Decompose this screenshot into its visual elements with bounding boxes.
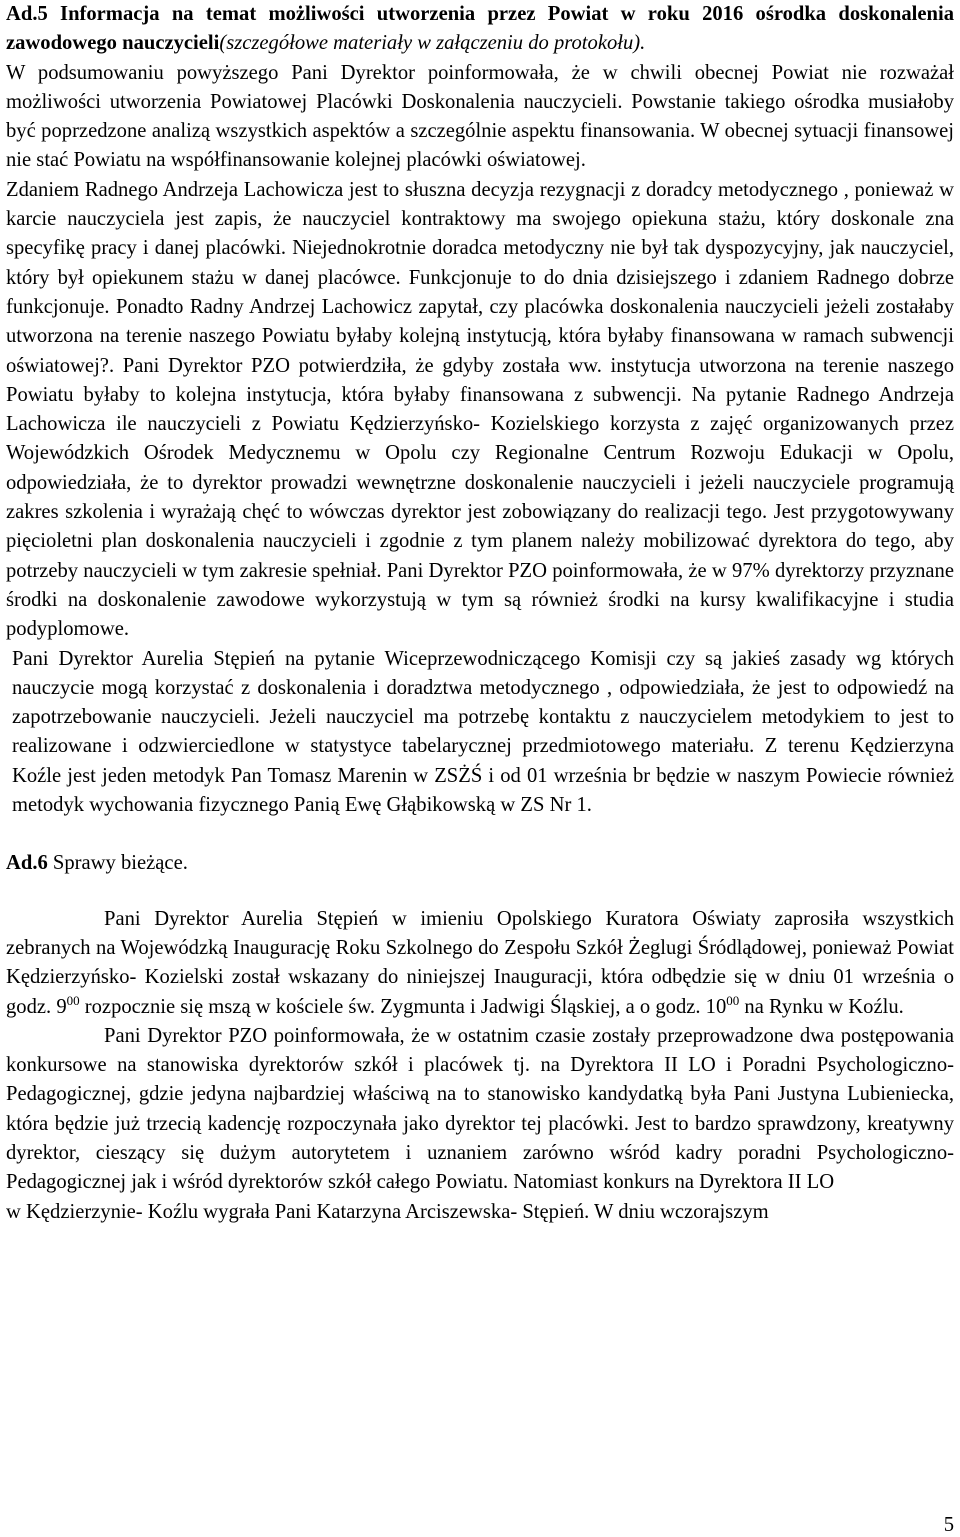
document-page <box>6 0 954 1227</box>
superscript-minutes: 00 <box>726 992 740 1008</box>
page-number: 5 <box>943 1514 954 1536</box>
section-ad6-paragraph-3: w Kędzierzynie- Koźlu wygrała Pani Katarzyna Arciszewska- Stępień. W dniu wczorajszym <box>6 1200 769 1223</box>
section-ad5-title: Ad.5 Informacja na temat możliwości utworzenia przez Powiat w roku 2016 ośrodka doskonalenia zawodowego nauczycieli <box>6 3 954 55</box>
paragraph-text: Pani Dyrektor Aurelia Stępień w imieniu Opolskiego Kuratora Oświaty zaprosiła wszystkich zebranych na Wojewódzką Inaugurację Roku Szkolnego do Zespołu Szkół Żeglugi Śródlądowej, ponieważ Powiat Kędzierzyńsko- Kozielski został wskazany do niniejszej Inauguracji, która odbędzie się w dniu 01 września o godz. 9 <box>6 907 954 1018</box>
paragraph-text: na Rynku w Koźlu. <box>739 995 904 1018</box>
superscript-minutes: 00 <box>66 992 80 1008</box>
section-ad5-paragraph-3: Pani Dyrektor Aurelia Stępień na pytanie Wiceprzewodniczącego Komisji czy są jakieś zasady wg których nauczycie mogą korzystać z doskonalenia i doradztwa metodycznego , odpowiedziała, że jest to odpowiedź na zapotrzebowanie nauczycieli. Jeżeli nauczyciel ma potrzebę kontaktu z nauczycielem metodykiem to jest to realizowane i odzwierciedlone w statystyce tabelarycznej przedmiotowego materiału. Z terenu Kędzierzyna Koźle jest jeden metodyk Pan Tomasz Marenin w ZSŻŚ i od 01 września br będzie w naszym Powiecie również metodyk wychowania fizycznego Panią Ewę Głąbikowską w ZS Nr 1. <box>12 647 954 817</box>
section-ad6-paragraph-1 <box>6 905 954 1022</box>
section-ad6-title: Sprawy bieżące. <box>47 852 188 875</box>
section-ad5-heading <box>6 0 954 59</box>
section-ad5-paragraph-1: W podsumowaniu powyższego Pani Dyrektor poinformowała, że w chwili obecnej Powiat nie rozważał możliwości utworzenia Powiatowej Placówki Doskonalenia nauczycieli. Powstanie takiego ośrodka musiałoby być poprzedzone analizą wszystkich aspektów a szczególnie aspektu finansowania. W obecnej sytuacji finansowej nie stać Powiatu na współfinansowanie kolejnej placówki oświatowej. <box>6 61 954 172</box>
section-ad5-paragraph-2: Zdaniem Radnego Andrzeja Lachowicza jest to słuszna decyzja rezygnacji z doradcy metodycznego , ponieważ w karcie nauczyciela jest zapis, że nauczyciel kontraktowy ma swojego opiekuna stażu, który doskonale zna specyfikę pracy i danej placówki. Niejednokrotnie doradca metodyczny nie był tak dyspozycyjny, jak nauczyciel, który był opiekunem stażu w danej placówce. Funkcjonuje to do dnia dzisiejszego i zdaniem Radnego dobrze funkcjonuje. Ponadto Radny Andrzej Lachowicz zapytał, czy placówka doskonalenia nauczycieli jeżeli zostałaby utworzona na terenie naszego Powiatu byłaby kolejną instytucją, która byłaby finansowana w ramach subwencji oświatowej?. Pani Dyrektor PZO potwierdziła, że gdyby została ww. instytucja utworzona na terenie naszego Powiatu byłaby to kolejna instytucja, która byłaby finansowana z subwencji. Na pytanie Radnego Andrzeja Lachowicza ile nauczycieli z Powiatu Kędzierzyńsko- Kozielskiego korzysta z zajęć organizowanych przez Wojewódzkich Ośrodek Medycznemu w Opolu czy Regionalne Centrum Rozwoju Edukacji w Opolu, odpowiedziała, że to dyrektor prowadzi wewnętrzne doskonalenie nauczycieli i jeżeli nauczyciele programują zakres szkolenia i wyrażają chęć to wówczas dyrektor jest zobowiązany do realizacji tego. Jest przygotowywany pięcioletni plan doskonalenia nauczycieli i zgodnie z tym planem należy mobilizować dyrektora do tego, aby potrzeby nauczycieli w tym zakresie spełniał. Pani Dyrektor PZO poinformowała, że w 97% dyrektorzy przyznane środki na doskonalenie zawodowe wykorzystują w tym są również środki na kursy kwalifikacyjne i studia podyplomowe. <box>6 178 954 641</box>
section-ad6-number: Ad.6 <box>6 852 48 875</box>
section-ad6-heading <box>6 849 954 878</box>
section-ad6-paragraph-2: Pani Dyrektor PZO poinformowała, że w ostatnim czasie zostały przeprowadzone dwa postępowania konkursowe na stanowiska dyrektorów szkół i placówek tj. na Dyrektora II LO i Poradni Psychologiczno- Pedagogicznej, gdzie jedyna najbardziej właściwą na to stanowisko kandydatką była Pani Justyna Lubieniecka, która będzie już trzecią kadencję rozpoczynała jako dyrektor tej placówki. Jest to bardzo sprawdzony, kreatywny dyrektor, cieszący się dużym autorytetem i uznaniem zarówno wśród kadry poradni Psychologiczno-Pedagogicznej jak i wśród dyrektorów szkół całego Powiatu. Natomiast konkurs na Dyrektora II LO <box>6 1024 954 1194</box>
paragraph-text: rozpocznie się mszą w kościele św. Zygmunta i Jadwigi Śląskiej, a o godz. 10 <box>79 995 727 1018</box>
section-ad5-note: (szczegółowe materiały w załączeniu do protokołu). <box>219 32 646 55</box>
